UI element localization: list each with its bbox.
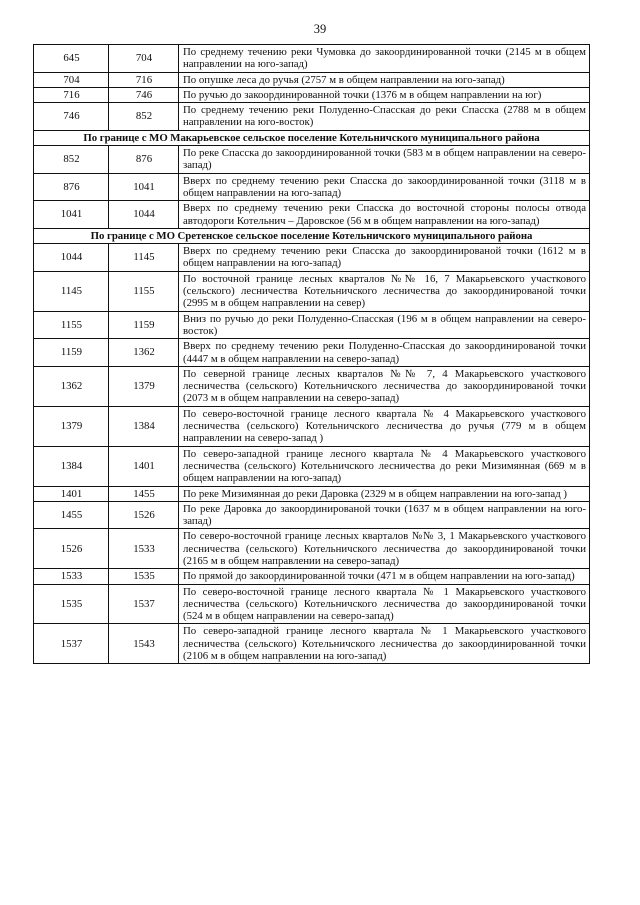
- boundary-description-cell: Вверх по среднему течению реки Спасска до восточной стороны полосы отвода автодороги Котельнич – Даровское (56 м в общем направлении на юго-запад): [179, 201, 590, 229]
- boundary-description-cell: По среднему течению реки Полуденно-Спасская до реки Спасска (2788 м в общем направлении на юго-восток): [179, 103, 590, 131]
- table-row: [34, 103, 590, 131]
- table-row: [34, 339, 590, 367]
- table-row: [34, 486, 590, 501]
- point-from-cell: 1159: [34, 339, 109, 367]
- page-number: 39: [313, 22, 327, 36]
- point-from-cell: 1384: [34, 446, 109, 486]
- boundary-description-cell: По среднему течению реки Чумовка до закоординированной точки (2145 м в общем направлении на юго-запад): [179, 45, 590, 73]
- table-row: [34, 87, 590, 102]
- section-header-label: По границе с МО Макарьевское сельское поселение Котельничского муниципального района: [34, 130, 590, 145]
- boundary-description-cell: По опушке леса до ручья (2757 м в общем направлении на юго-запад): [179, 72, 590, 87]
- point-to-cell: 746: [109, 87, 179, 102]
- boundary-description-cell: По восточной границе лесных кварталов №№ 16, 7 Макарьевского участкового (сельского) лесничества Котельничского лесничества до закоординированой точки (2995 м в общем направлении на север): [179, 271, 590, 311]
- boundary-description-cell: Вниз по ручью до реки Полуденно-Спасская (196 м в общем направлении на северо-восток): [179, 311, 590, 339]
- table-row: [34, 501, 590, 529]
- point-to-cell: 704: [109, 45, 179, 73]
- section-header-label: По границе с МО Сретенское сельское поселение Котельничского муниципального района: [34, 228, 590, 243]
- point-from-cell: 1044: [34, 244, 109, 272]
- section-header-row: [34, 130, 590, 145]
- point-to-cell: 1159: [109, 311, 179, 339]
- boundary-description-cell: По северной границе лесных кварталов №№ 7, 4 Макарьевского участкового лесничества (сельского) Котельничского лесничества до закоординированой точки (2073 м в общем направлении на северо-запад): [179, 366, 590, 406]
- point-from-cell: 852: [34, 146, 109, 174]
- point-from-cell: 1533: [34, 569, 109, 584]
- point-to-cell: 1533: [109, 529, 179, 569]
- table-row: [34, 624, 590, 664]
- table-row: [34, 366, 590, 406]
- point-to-cell: 1041: [109, 173, 179, 201]
- point-from-cell: 1401: [34, 486, 109, 501]
- table-row: [34, 72, 590, 87]
- table-row: [34, 271, 590, 311]
- boundary-description-cell: По северо-восточной границе лесного квартала № 4 Макарьевского участкового лесничества (сельского) Котельничского лесничества до ручья (779 м в общем направлении на северо-запад ): [179, 406, 590, 446]
- table-row: [34, 244, 590, 272]
- point-to-cell: 852: [109, 103, 179, 131]
- table-row: [34, 529, 590, 569]
- boundary-description-cell: По северо-восточной границе лесных кварталов №№ 3, 1 Макарьевского участкового лесничества (сельского) Котельничского лесничества до закоординированой точки (2165 м в общем направлении на северо-запад): [179, 529, 590, 569]
- point-to-cell: 1535: [109, 569, 179, 584]
- point-to-cell: 1155: [109, 271, 179, 311]
- point-to-cell: 1537: [109, 584, 179, 624]
- boundary-description-cell: По реке Мизимянная до реки Даровка (2329 м в общем направлении на юго-запад ): [179, 486, 590, 501]
- table-row: [34, 45, 590, 73]
- point-from-cell: 1155: [34, 311, 109, 339]
- point-to-cell: 1543: [109, 624, 179, 664]
- point-to-cell: 1145: [109, 244, 179, 272]
- section-header-row: [34, 228, 590, 243]
- point-to-cell: 1526: [109, 501, 179, 529]
- point-from-cell: 1362: [34, 366, 109, 406]
- boundary-description-cell: По прямой до закоординированной точки (471 м в общем направлении на юго-запад): [179, 569, 590, 584]
- point-from-cell: 1535: [34, 584, 109, 624]
- boundary-description-cell: Вверх по среднему течению реки Спасска до закоординированой точки (1612 м в общем направлении на юго-запад): [179, 244, 590, 272]
- point-to-cell: 1401: [109, 446, 179, 486]
- table-row: [34, 201, 590, 229]
- table-row: [34, 311, 590, 339]
- table-row: [34, 146, 590, 174]
- boundary-description-cell: По северо-восточной границе лесного квартала № 1 Макарьевского участкового лесничества (сельского) Котельничского лесничества до закоординированой точки (524 м в общем направлении на северо-запад): [179, 584, 590, 624]
- point-to-cell: 1384: [109, 406, 179, 446]
- table-row: [34, 569, 590, 584]
- point-from-cell: 1145: [34, 271, 109, 311]
- point-from-cell: 1526: [34, 529, 109, 569]
- table-row: [34, 406, 590, 446]
- point-to-cell: 1362: [109, 339, 179, 367]
- point-from-cell: 1041: [34, 201, 109, 229]
- point-from-cell: 645: [34, 45, 109, 73]
- point-from-cell: 704: [34, 72, 109, 87]
- point-to-cell: 1379: [109, 366, 179, 406]
- boundary-description-table: [33, 44, 590, 664]
- table-body: [34, 45, 590, 664]
- point-from-cell: 1379: [34, 406, 109, 446]
- point-from-cell: 746: [34, 103, 109, 131]
- point-from-cell: 716: [34, 87, 109, 102]
- point-to-cell: 876: [109, 146, 179, 174]
- boundary-description-cell: Вверх по среднему течению реки Полуденно-Спасская до закоординированой точки (4447 м в общем направлении на северо-запад): [179, 339, 590, 367]
- point-from-cell: 876: [34, 173, 109, 201]
- boundary-description-cell: По реке Спасска до закоординированной точки (583 м в общем направлении на северо-запад): [179, 146, 590, 174]
- point-to-cell: 1455: [109, 486, 179, 501]
- boundary-description-cell: По реке Даровка до закоординированой точки (1637 м в общем направлении на юго-запад): [179, 501, 590, 529]
- point-from-cell: 1537: [34, 624, 109, 664]
- point-from-cell: 1455: [34, 501, 109, 529]
- boundary-description-cell: Вверх по среднему течению реки Спасска до закоординированной точки (3118 м в общем направлении на юго-запад): [179, 173, 590, 201]
- table-row: [34, 446, 590, 486]
- boundary-description-cell: По ручью до закоординированной точки (1376 м в общем направлении на юг): [179, 87, 590, 102]
- boundary-description-cell: По северо-западной границе лесного квартала № 1 Макарьевского участкового лесничества (сельского) Котельничского лесничества до закоординированной точки (2106 м в общем направлении на юго-запад): [179, 624, 590, 664]
- boundary-description-cell: По северо-западной границе лесного квартала № 4 Макарьевского участкового лесничества (сельского) Котельничского лесничества до реки Мизимянная (669 м в общем направлении на юго-запад): [179, 446, 590, 486]
- table-row: [34, 584, 590, 624]
- point-to-cell: 1044: [109, 201, 179, 229]
- table-row: [34, 173, 590, 201]
- point-to-cell: 716: [109, 72, 179, 87]
